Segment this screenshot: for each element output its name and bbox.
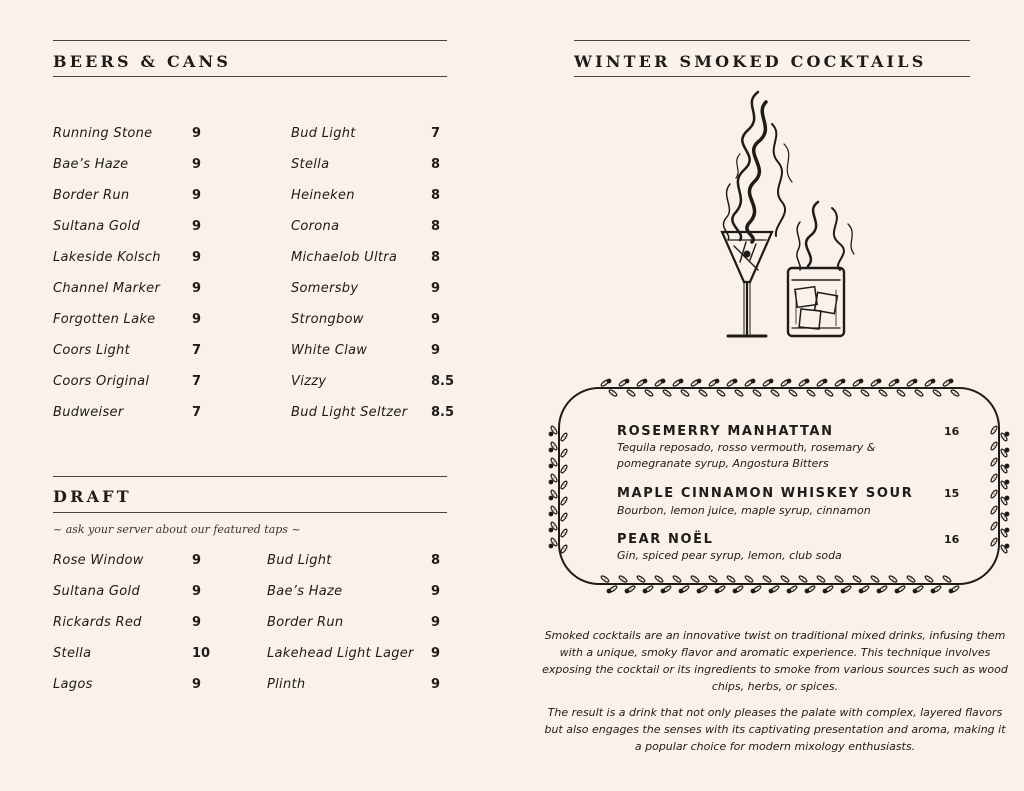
menu-item-price: 10 (192, 646, 211, 661)
menu-item-name: White Claw (291, 343, 368, 358)
menu-item-name: Coors Light (53, 343, 130, 358)
menu-item-name: Sultana Gold (53, 219, 140, 234)
cocktail-name: ROSEMERRY MANHATTAN (617, 424, 834, 439)
menu-item-name: Budweiser (53, 405, 124, 420)
menu-item-name: Channel Marker (53, 281, 161, 296)
menu-item-price: 9 (192, 188, 202, 203)
draft-top-rule (53, 476, 447, 477)
menu-item-price: 9 (431, 677, 441, 692)
menu-item-price: 8.5 (431, 374, 455, 389)
menu-item-name: Lagos (53, 677, 93, 692)
menu-item-price: 9 (431, 343, 441, 358)
menu-item-name: Bud Light (291, 126, 356, 141)
menu-item-price: 9 (431, 281, 441, 296)
menu-item-name: Running Stone (53, 126, 153, 141)
menu-item-price: 9 (192, 677, 202, 692)
menu-item-price: 8 (431, 157, 441, 172)
menu-item-name: Rickards Red (53, 615, 142, 630)
menu-item-name: Corona (291, 219, 340, 234)
menu-item-price: 9 (192, 312, 202, 327)
draft-title: DRAFT (53, 487, 132, 506)
cocktail-description: Bourbon, lemon juice, maple syrup, cinnamon (617, 504, 871, 517)
menu-item-name: Michaelob Ultra (291, 250, 398, 265)
menu-item-name: Vizzy (291, 374, 327, 389)
smoked-cocktails-result: The result is a drink that not only pleases the palate with complex, layered flavors but also engages the senses with its captivating presentation and aroma, making it a popular choice for modern mixology enthusiasts. (544, 706, 1006, 753)
cocktails-top-rule (574, 40, 970, 41)
menu-item-name: Bud Light (267, 553, 332, 568)
beers-cans-title: BEERS & CANS (53, 52, 232, 71)
menu-item-name: Forgotten Lake (53, 312, 156, 327)
cocktail-price: 16 (944, 533, 960, 546)
menu-item-price: 9 (192, 615, 202, 630)
menu-item-price: 9 (431, 584, 441, 599)
cocktails-title: WINTER SMOKED COCKTAILS (574, 52, 927, 71)
beers-top-rule (53, 40, 447, 41)
menu-item-name: Strongbow (291, 312, 364, 327)
menu-item-name: Heineken (291, 188, 355, 203)
cocktail-price: 15 (944, 487, 960, 500)
menu-item-price: 9 (192, 553, 202, 568)
draft-bottom-rule (53, 512, 447, 513)
cocktail-description: Gin, spiced pear syrup, lemon, club soda (617, 549, 842, 562)
menu-item-price: 9 (192, 126, 202, 141)
menu-item-name: Border Run (267, 615, 344, 630)
cocktail-description: Tequila reposado, rosso vermouth, rosemary & pomegranate syrup, Angostura Bitters (617, 441, 876, 470)
menu-item-name: Bud Light Seltzer (291, 405, 408, 420)
menu-item-price: 9 (192, 584, 202, 599)
menu-item-price: 9 (431, 615, 441, 630)
menu-item-name: Lakeside Kolsch (53, 250, 161, 265)
menu-item-name: Border Run (53, 188, 130, 203)
menu-item-name: Somersby (291, 281, 359, 296)
menu-item-price: 9 (192, 157, 202, 172)
menu-item-price: 7 (192, 405, 202, 420)
cocktails-bottom-rule (574, 76, 970, 77)
menu-item-name: Bae’s Haze (53, 157, 129, 172)
menu-item-price: 8.5 (431, 405, 455, 420)
cocktail-price: 16 (944, 425, 960, 438)
smoking-cocktail-glasses-icon (700, 84, 870, 344)
menu-item-price: 9 (431, 312, 441, 327)
cocktail-name: PEAR NOËL (617, 532, 714, 547)
menu-item-name: Plinth (267, 677, 306, 692)
menu-item-name: Stella (53, 646, 92, 661)
menu-item-price: 9 (192, 281, 202, 296)
beers-bottom-rule (53, 76, 447, 77)
cocktail-name: MAPLE CINNAMON WHISKEY SOUR (617, 486, 914, 501)
menu-item-price: 8 (431, 250, 441, 265)
menu-item-name: Rose Window (53, 553, 144, 568)
menu-item-price: 9 (192, 219, 202, 234)
draft-taps-note: ~ ask your server about our featured taps ~ (53, 523, 301, 536)
menu-item-price: 7 (192, 374, 202, 389)
menu-item-name: Coors Original (53, 374, 150, 389)
menu-item-price: 9 (192, 250, 202, 265)
menu-item-price: 8 (431, 219, 441, 234)
smoked-cocktails-intro: Smoked cocktails are an innovative twist on traditional mixed drinks, infusing them with a unique, smoky flavor and aromatic experience. This technique involves exposing the cocktail or its ingredients to smoke from various sources such as wood chips, herbs, or spices. (542, 629, 1008, 693)
menu-item-name: Stella (291, 157, 330, 172)
menu-item-price: 9 (431, 646, 441, 661)
menu-item-price: 7 (431, 126, 441, 141)
menu-item-name: Sultana Gold (53, 584, 140, 599)
menu-item-price: 8 (431, 553, 441, 568)
menu-item-price: 8 (431, 188, 441, 203)
menu-item-price: 7 (192, 343, 202, 358)
menu-item-name: Lakehead Light Lager (267, 646, 414, 661)
menu-item-name: Bae’s Haze (267, 584, 343, 599)
